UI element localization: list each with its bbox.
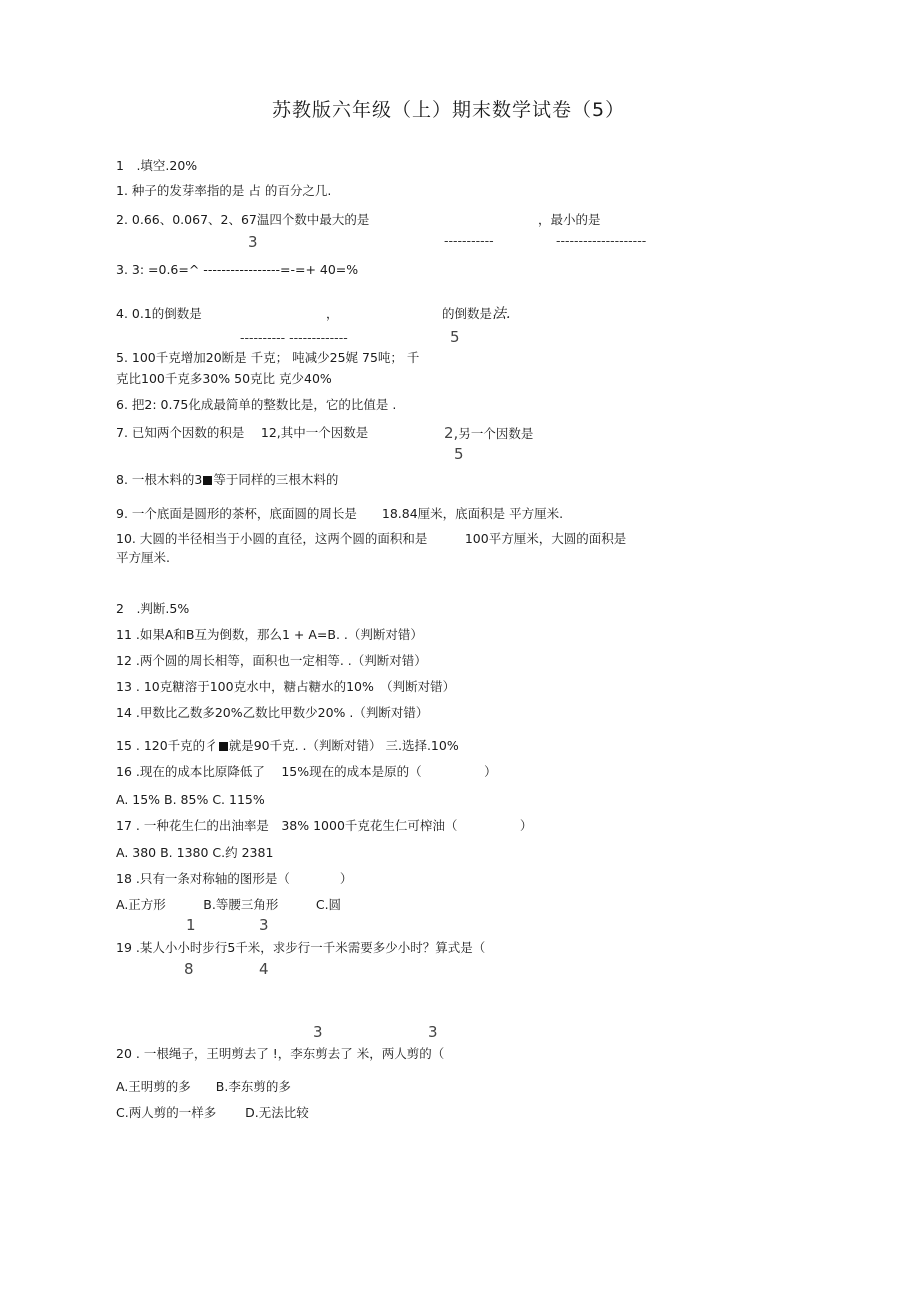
- question-18: 18 .只有一条对称轴的图形是（ ）: [116, 871, 353, 886]
- question-20: 20 . 一根绳子，王明剪去了 !，李东剪去了 米，两人剪的（: [116, 1046, 445, 1061]
- question-19-top-number-1: 1: [186, 916, 196, 934]
- question-9: 9. 一个底面是圆形的茶杯，底面圆的周长是 18.84厘米，底面积是 平方厘米.: [116, 506, 564, 521]
- section2-header: 2 .判断.5%: [116, 601, 190, 616]
- question-4-tail: [442, 306, 510, 322]
- question-4-fraction: 5: [450, 328, 460, 346]
- question-15-post: 就是90千克. .（判断对错） 三.选择.10%: [228, 738, 459, 753]
- question-2-blank-line-b: --------------------: [556, 233, 647, 248]
- question-10-line-2: 平方厘米.: [116, 550, 170, 565]
- question-4-tail-text: 的倒数是: [442, 306, 493, 321]
- black-square-glyph: [203, 476, 212, 485]
- question-19-top-number-2: 3: [259, 916, 269, 934]
- question-7-text: 7. 已知两个因数的积是 12,其中一个因数是: [116, 425, 369, 440]
- question-19-bottom-number-2: 4: [259, 960, 269, 978]
- question-19-bottom-number-1: 8: [184, 960, 194, 978]
- question-7-tail: [444, 425, 533, 442]
- question-5-line-1: 5. 100千克增加20断是 千克； 吨减少25娓 75吨； 千: [116, 350, 420, 365]
- question-16: 16 .现在的成本比原降低了 15%现在的成本是原的（ ）: [116, 764, 497, 779]
- question-1: 1. 种子的发芽率指的是 占 的百分之几.: [116, 183, 332, 198]
- question-7-fraction: 5: [454, 445, 464, 463]
- question-20-top-number-2: 3: [428, 1023, 438, 1041]
- question-17-options: A. 380 B. 1380 C.约 2381: [116, 845, 274, 860]
- page-title: 苏教版六年级（上）期末数学试卷（5）: [272, 99, 626, 121]
- question-15-pre: 15 . 120千克的彳: [116, 738, 218, 753]
- question-19: 19 .某人小小时步行5千米，求步行一千米需要多少小时？算式是（: [116, 940, 486, 955]
- question-4-blank-line: ---------- -------------: [240, 330, 348, 345]
- question-15: [116, 738, 459, 754]
- question-14: 14 .甲数比乙数多20%乙数比甲数少20% .（判断对错）: [116, 705, 429, 720]
- section1-header: 1 .填空.20%: [116, 158, 198, 173]
- question-10-line-1: 10. 大圆的半径相当于小圆的直径，这两个圆的面积和是 100平方厘米，大圆的面积是: [116, 531, 627, 546]
- question-2-mid: ，最小的是: [538, 212, 601, 227]
- question-18-options: A.正方形 B.等腰三角形 C.圆: [116, 897, 342, 912]
- question-5-line-2: 克比100千克多30% 50克比 克少40%: [116, 371, 332, 386]
- question-2-text: 2. 0.66、0.067、2、67温四个数中最大的是: [116, 212, 370, 227]
- question-2: [116, 212, 369, 228]
- question-3: 3. 3: =0.6=^ -----------------=-=+ 40=%: [116, 262, 359, 277]
- question-8: [116, 472, 338, 488]
- question-2-blank-line-a: -----------: [444, 233, 494, 248]
- question-2-fraction: 3: [248, 233, 258, 251]
- question-4-tail-em: 法.: [492, 306, 511, 322]
- question-4-text: 4. 0.1的倒数是: [116, 306, 202, 321]
- question-11: 11 .如果A和B互为倒数，那么1 + A=B. .（判断对错）: [116, 627, 423, 642]
- question-17: 17 . 一种花生仁的出油率是 38% 1000千克花生仁可榨油（ ）: [116, 818, 533, 833]
- question-7-tail-text: 另一个因数是: [458, 426, 534, 441]
- question-20-options-2: C.两人剪的一样多 D.无法比较: [116, 1105, 309, 1120]
- question-4-comma: ，: [326, 306, 339, 321]
- question-7-number: 2,: [444, 424, 459, 442]
- black-square-glyph: [219, 742, 228, 751]
- question-16-options: A. 15% B. 85% C. 115%: [116, 792, 265, 807]
- question-8-post: 等于同样的三根木料的: [213, 472, 339, 487]
- question-20-options-1: A.王明剪的多 B.李东剪的多: [116, 1079, 291, 1094]
- question-12: 12 .两个圆的周长相等，面积也一定相等. .（判断对错）: [116, 653, 427, 668]
- question-8-pre: 8. 一根木料的3: [116, 472, 203, 487]
- question-20-top-number-1: 3: [313, 1023, 323, 1041]
- question-6: 6. 把2: 0.75化成最简单的整数比是，它的比值是 .: [116, 397, 397, 412]
- question-13: 13 . 10克糖溶于100克水中，糖占糖水的10% （判断对错）: [116, 679, 456, 694]
